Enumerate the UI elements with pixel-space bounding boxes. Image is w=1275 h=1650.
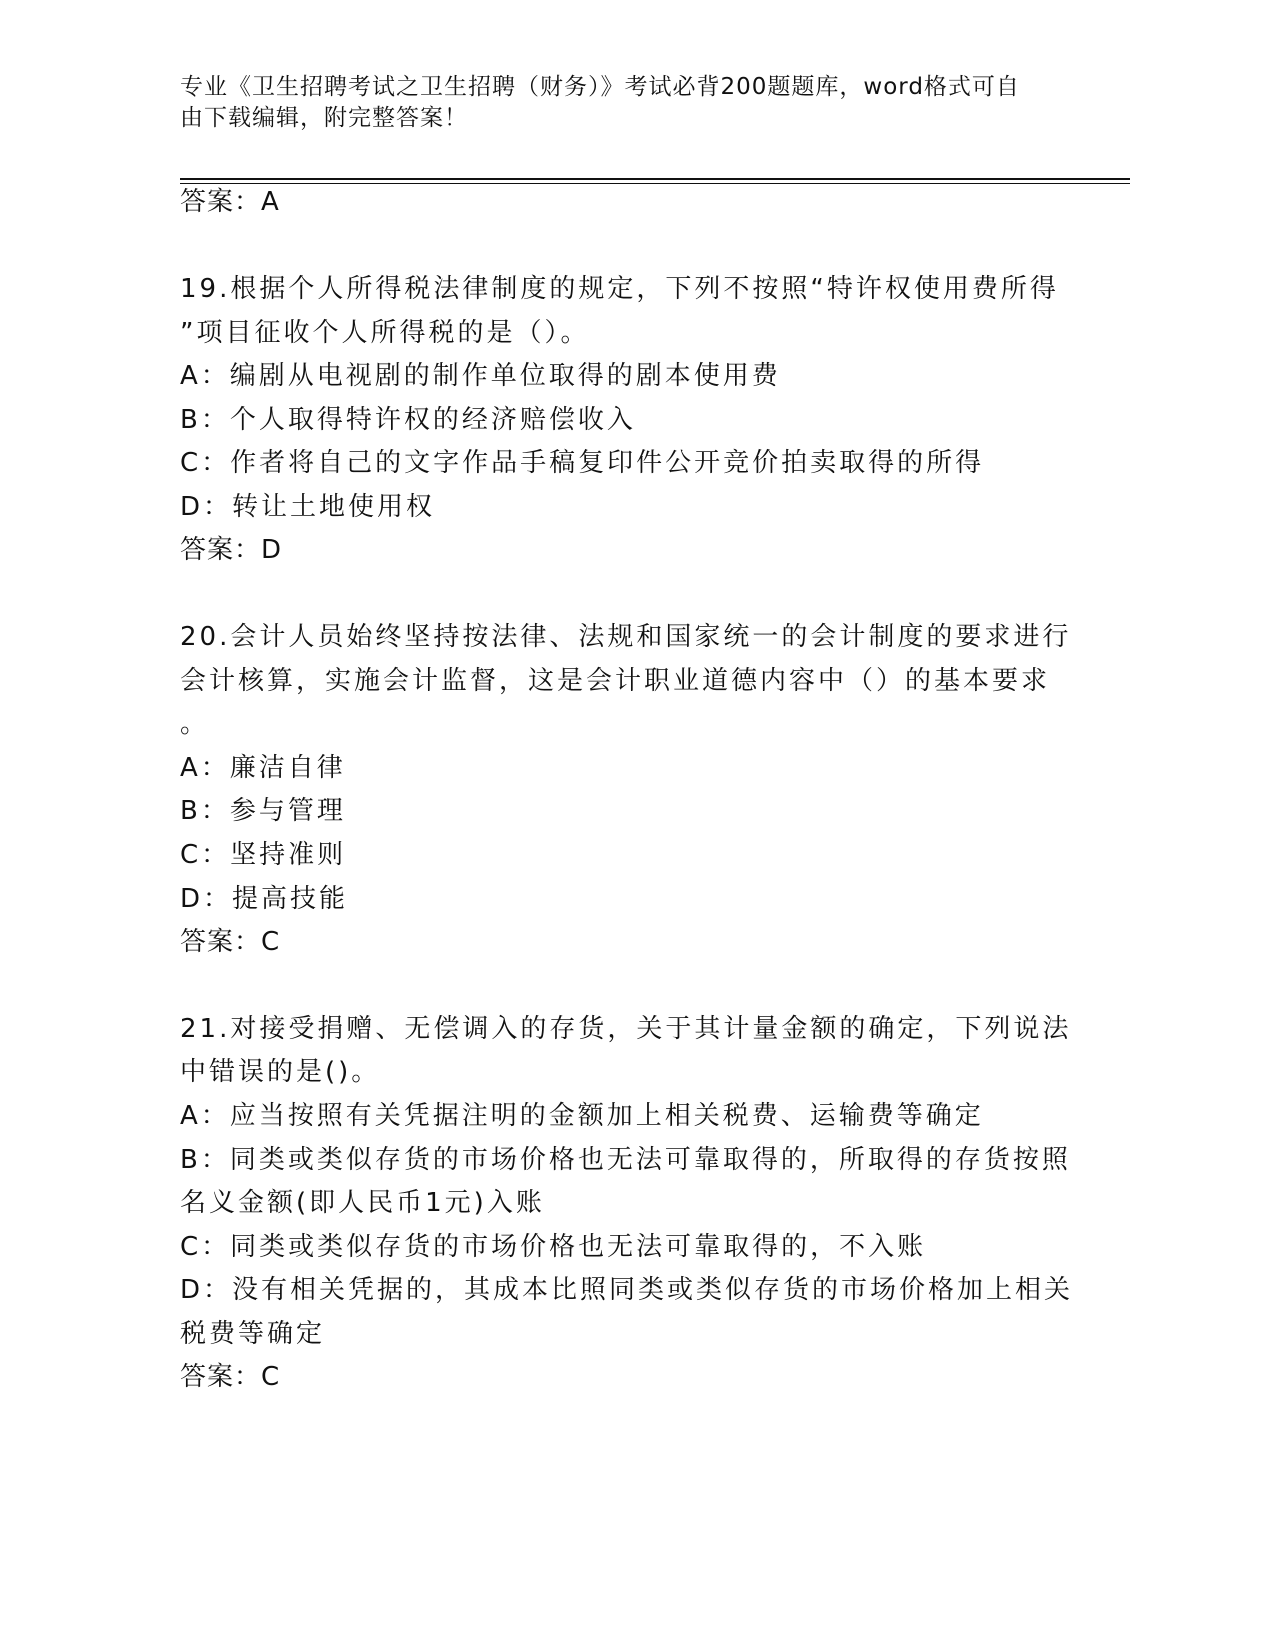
question-stem-line: 19.根据个人所得税法律制度的规定，下列不按照“特许权使用费所得 <box>180 274 1059 304</box>
option-d-continued: 税费等确定 <box>180 1319 326 1349</box>
question-stem-line: 中错误的是()。 <box>180 1057 381 1087</box>
page-header <box>180 72 1060 134</box>
question-stem-line: 会计核算，实施会计监督，这是会计职业道德内容中（）的基本要求 <box>180 666 1051 696</box>
option-b: B：参与管理 <box>180 796 346 826</box>
option-d: D：转让土地使用权 <box>180 492 436 522</box>
option-b-continued: 名义金额(即人民币1元)入账 <box>180 1188 545 1218</box>
option-c: C：坚持准则 <box>180 840 347 870</box>
option-b: B：个人取得特许权的经济赔偿收入 <box>180 405 636 435</box>
option-b: B：同类或类似存货的市场价格也无法可靠取得的，所取得的存货按照 <box>180 1145 1071 1175</box>
question-stem-line: ”项目征收个人所得税的是（）。 <box>180 318 590 348</box>
question-stem-line: 21.对接受捐赠、无偿调入的存货，关于其计量金额的确定，下列说法 <box>180 1014 1072 1044</box>
previous-answer: 答案：A <box>180 187 280 217</box>
question-stem-line: 。 <box>180 709 210 739</box>
header-line-1: 专业《卫生招聘考试之卫生招聘（财务）》考试必背200题题库，word格式可自 <box>180 74 1020 100</box>
question-stem-line: 20.会计人员始终坚持按法律、法规和国家统一的会计制度的要求进行 <box>180 622 1072 652</box>
option-c: C：作者将自己的文字作品手稿复印件公开竞价拍卖取得的所得 <box>180 448 985 478</box>
answer-line: 答案：D <box>180 535 283 565</box>
option-d: D：没有相关凭据的，其成本比照同类或类似存货的市场价格加上相关 <box>180 1275 1074 1305</box>
answer-line: 答案：C <box>180 1362 281 1392</box>
option-c: C：同类或类似存货的市场价格也无法可靠取得的，不入账 <box>180 1232 927 1262</box>
answer-line: 答案：C <box>180 927 281 957</box>
option-d: D：提高技能 <box>180 884 349 914</box>
option-a: A：编剧从电视剧的制作单位取得的剧本使用费 <box>180 361 781 391</box>
header-divider-thin <box>180 183 1130 184</box>
header-divider-thick <box>180 178 1130 180</box>
option-a: A：廉洁自律 <box>180 753 346 783</box>
option-a: A：应当按照有关凭据注明的金额加上相关税费、运输费等确定 <box>180 1101 984 1131</box>
header-line-2: 由下载编辑，附完整答案！ <box>180 105 468 131</box>
